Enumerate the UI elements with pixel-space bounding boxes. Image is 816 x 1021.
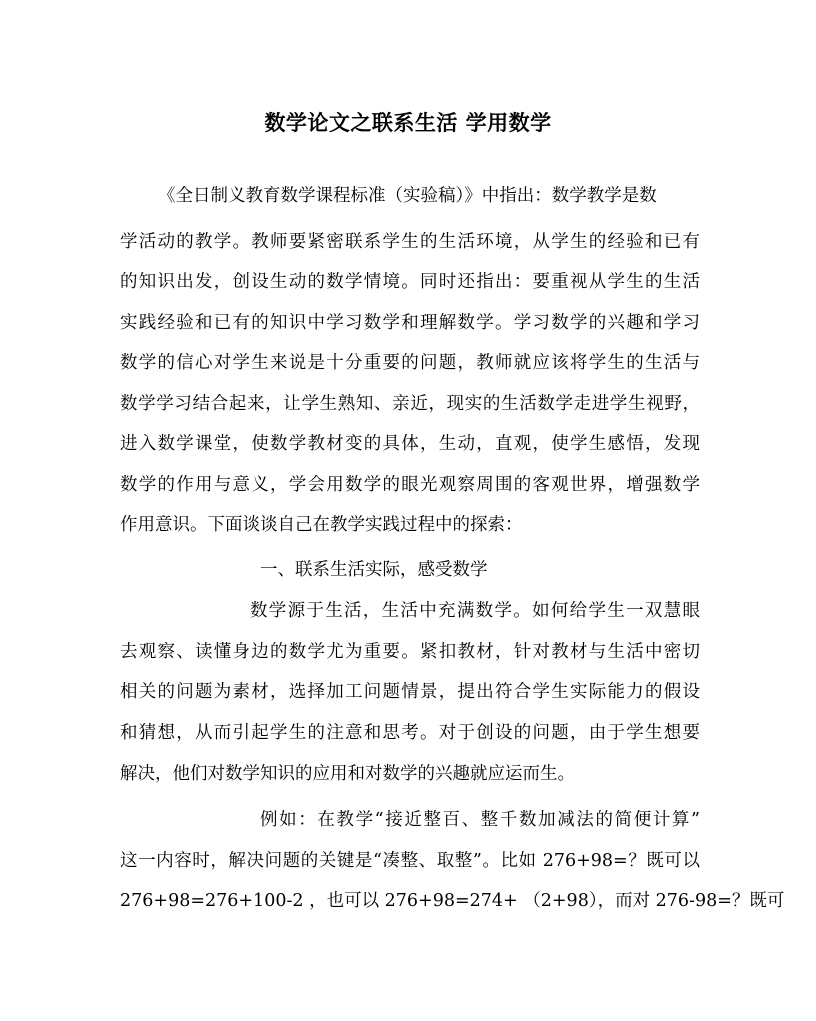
paragraph-1-line: 《全日制义教育数学课程标准（实验稿）》中指出：数学教学是数 bbox=[158, 186, 657, 206]
paragraph-1-line: 进入数学课堂，使数学教材变的具体，生动，直观，使学生感悟，发现 bbox=[120, 434, 700, 454]
section-heading: 一、联系生活实际，感受数学 bbox=[260, 560, 488, 580]
document-title: 数学论文之联系生活 学用数学 bbox=[264, 110, 552, 135]
paragraph-3-line: 这一内容时，解决问题的关键是“凑整、取整”。比如 276+98=？既可以 bbox=[120, 851, 700, 871]
paragraph-2-line: 相关的问题为素材，选择加工问题情景，提出符合学生实际能力的假设 bbox=[120, 682, 700, 702]
paragraph-2-line: 和猜想，从而引起学生的注意和思考。对于创设的问题，由于学生想要 bbox=[120, 723, 700, 743]
paragraph-1-line: 学活动的教学。教师要紧密联系学生的生活环境，从学生的经验和已有 bbox=[120, 232, 700, 252]
paragraph-1-line: 实践经验和已有的知识中学习数学和理解数学。学习数学的兴趣和学习 bbox=[120, 313, 700, 333]
paragraph-2-line: 解决，他们对数学知识的应用和对数学的兴趣就应运而生。 bbox=[120, 764, 575, 784]
paragraph-1-line: 作用意识。下面谈谈自己在教学实践过程中的探索： bbox=[120, 515, 523, 535]
paragraph-2-line: 去观察、读懂身边的数学尤为重要。紧扣教材，针对教材与生活中密切 bbox=[120, 642, 700, 662]
paragraph-1-line: 数学的信心对学生来说是十分重要的问题，教师就应该将学生的生活与 bbox=[120, 353, 700, 373]
paragraph-2-line: 数学源于生活，生活中充满数学。如何给学生一双慧眼 bbox=[250, 601, 700, 621]
paragraph-1-line: 的知识出发，创设生动的数学情境。同时还指出：要重视从学生的生活 bbox=[120, 272, 700, 292]
paragraph-3-line: 276+98=276+100-2 ，也可以 276+98=274+ （2+98），而对 276-98=？既可 bbox=[120, 891, 785, 911]
paragraph-3-line: 例如：在教学“接近整百、整千数加减法的简便计算” bbox=[260, 810, 700, 830]
paragraph-1-line: 数学的作用与意义，学会用数学的眼光观察周围的客观世界，增强数学 bbox=[120, 475, 700, 495]
paragraph-1-line: 数学学习结合起来，让学生熟知、亲近，现实的生活数学走进学生视野， bbox=[120, 394, 700, 414]
